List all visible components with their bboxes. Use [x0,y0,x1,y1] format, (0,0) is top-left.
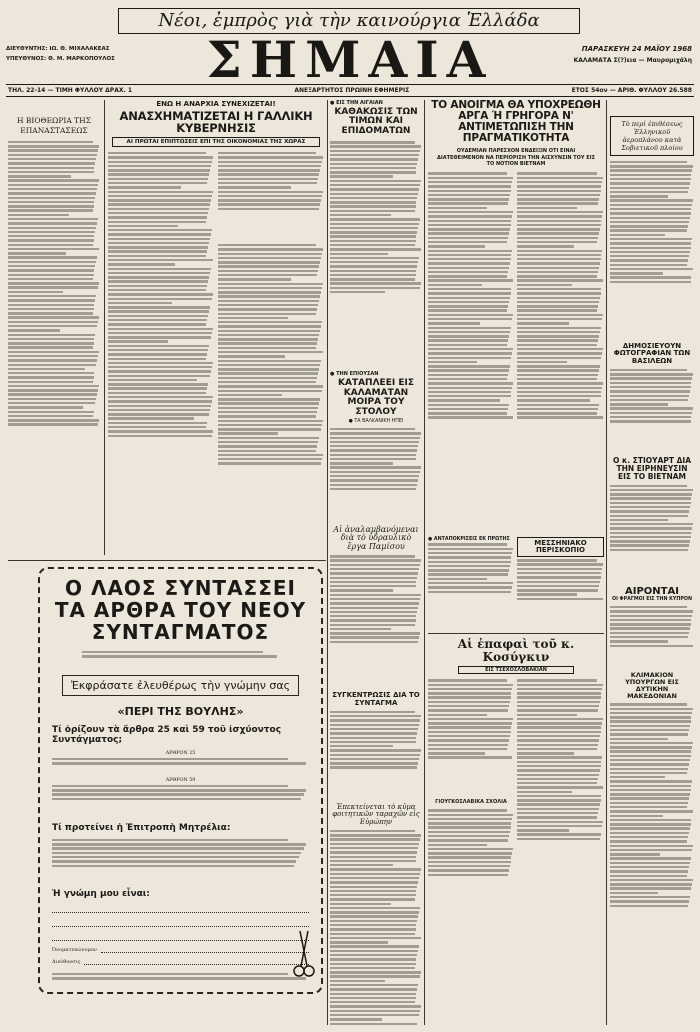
article-body [428,807,514,907]
article-body [610,483,694,583]
issue-place: ΚΑΛΑΜΑΤΑ Σ(?)εια — Μαυρομιχάλη [573,57,692,64]
masthead-dateline [540,44,692,66]
macedonia-heading: ΚΛΙΜΑΚΙΟΝ ΥΠΟΥΡΓΩΝ ΕΙΣ ΔΥΤΙΚΗΝ ΜΑΚΕΔΟΝΙΑΝ [625,671,679,700]
article-body [218,242,324,560]
proposal-text [52,837,309,881]
constitution-heading: ΣΥΓΚΕΝΤΡΩΣΙΣ ΔΙΑ ΤΟ ΣΥΝΤΑΓΜΑ [332,691,420,707]
right-column [610,116,694,1016]
name-field[interactable] [101,952,309,953]
article-body [108,150,214,560]
article-body [428,677,514,797]
column-one [8,116,100,556]
article-body [330,426,422,522]
cyprus-heading: ΑΙΡΟΝΤΑΙ [625,585,679,597]
yugoslav-sub: ΓΙΟΥΓΚΟΣΛΑΒΙΚΑ ΣΧΟΛΙΑ [435,799,507,806]
article-body [330,828,422,1025]
address-label: Διεύθυνσις [52,959,81,965]
france-subhead: ΑΙ ΠΡΩΤΑΙ ΕΠΙΠΤΩΣΕΙΣ ΕΠΙ ΤΗΣ ΟΙΚΟΝΟΜΙΑΣ ΤΗΣ ΧΩΡΑΣ [112,137,320,147]
masthead-slogan: Νέοι, ἐμπρὸς γιὰ τὴν καινούργια Ἑλλάδα [118,8,580,34]
ad-question: Τί ὁρίζουν τὰ ἄρθρα 25 καὶ 59 τοῦ ἰσχύοντος Συντάγματος; [52,725,282,745]
article-body [218,150,324,242]
messinian-kicker: ● ΑΝΤΑΠΟΚΡΙΣΕΙΣ ΕΚ ΠΡΩΤΗΣ [428,536,510,542]
article-body [517,171,604,533]
fleet-sub: ● ΤΑ ΒΑΛΚΑΝΙΚΗ ΗΠΕΙ [348,419,404,425]
article-body [330,139,422,367]
ad-section: «ΠΕΡΙ ΤΗΣ ΒΟΥΛΗΣ» [117,705,244,718]
name-label: Ὀνοματεπώνυμον [52,947,97,953]
column-rule [327,100,328,1025]
stewart-heading: Ο κ. ΣΤΙΟΥΑΡΤ ΔΙΑ ΤΗΝ ΕΙΡΗΝΕΥΣΙΝ ΕΙΣ ΤΟ ΒΙΕΤΝΑΜ [612,456,692,481]
center-headline: ΤΟ ΑΝΟΙΓΜΑ ΘΑ ΥΠΟΧΡΕΩΘΗ ΑΡΓΑ Ή ΓΡΗΓΟΡΑ Ν' ΑΝΤΙΜΕΤΩΠΙΣΗ ΤΗΝ ΠΡΑΓΜΑΤΙΚΟΤΗΤΑ [431,100,601,145]
issue-date: ΠΑΡΑΣΚΕΥΗ 24 ΜΑΪΟΥ 1968 [581,45,692,53]
kosygin-sub: ΕΙΣ ΤΣΕΧΟΣΛΟΒΑΚΙΑΝ [458,666,574,674]
scissors-icon [293,929,315,983]
opinion-line[interactable] [52,930,309,941]
info-bar [6,84,694,97]
column-rule [606,100,607,1025]
masthead-staff [6,44,176,64]
opinion-line[interactable] [52,902,309,913]
article-body [517,557,604,625]
column-rule [104,100,105,555]
article-body [428,171,514,533]
article-59-label: ΑΡΘΡΟΝ 59 [165,778,196,783]
article-body [610,604,694,668]
article-body [330,553,422,689]
fleet-kicker: ● ΤΗΝ ΕΠΙΟΥΣΑΝ [330,371,379,378]
messinian-heading: ΜΕΣΣΗΝΙΑΚΟ ΠΕΡΙΣΚΟΠΙΟ [517,537,604,558]
ad-intro [82,649,279,667]
ad-express: Ἐκφράσατε ἐλευθέρως τὴν γνώμην σας [62,675,299,696]
article-59-text [52,783,309,813]
section-rule [8,560,326,561]
newspaper-title: ΣΗΜΑΙΑ [206,30,494,89]
ad-proposal: Τί προτείνει ἡ Ἐπιτροπὴ Μητρέλια: [52,823,231,833]
ad-headline: Ο ΛΑΟΣ ΣΥΝΤΑΣΣΕΙ ΤΑ ΑΡΘΡΑ ΤΟΥ ΝΕΟΥ ΣΥΝΤΑΓΜΑΤΟΣ [54,576,307,644]
article-body [610,159,694,339]
kosygin-heading: Αἱ ἐπαφαὶ τοῦ κ. Κοσύγκιν [428,633,604,663]
address-field[interactable] [84,964,309,965]
director-line: ΔΙΕΥΘΥΝΤΗΣ: ΙΩ. Θ. ΜΙΧΑΛΑΚΕΑΣ [6,46,110,52]
article-body [428,542,514,622]
works-heading: Αἱ ἀναλαμβανόμεναι διὰ τὸ ὑδραυλικὸ ἔργα Παμίσου [333,525,419,551]
aegean-heading: ΚΑΘΑΚΩΣΙΣ ΤΩΝ ΤΙΜΩΝ ΚΑΙ ΕΠΙΔΟΜΑΤΩΝ [334,107,418,136]
ad-footer-text [52,971,309,985]
aegean-kicker: ● ΕΙΣ ΤΗΝ ΑΙΓΑΙΑΝ [330,100,383,106]
column-rule [424,100,425,1025]
article-25-label: ΑΡΘΡΟΝ 25 [165,751,196,756]
royal-photos-heading: ΔΗΜΟΣΙΕΥΟΥΝ ΦΩΤΟΓΡΑΦΙΑΝ ΤΩΝ ΒΑΣΙΛΕΩΝ [613,342,691,365]
article-body [8,139,100,556]
article-body [610,367,694,453]
students-heading: Ἐπεκτείνεται τὸ κῦμα φοιτητικῶν ταραχῶν εἰς Εὐρώπην [332,802,420,826]
ad-opinion: Ἡ γνώμη μου εἶναι: [52,889,150,899]
column-one-heading: Η ΒΙΟΘΕΩΡΙΑ ΤΗΣ ΕΠΑΝΑΣΤΑΣΕΩΣ [16,116,92,135]
cyprus-sub: ΟΙ ΦΡΑΓΜΟΙ ΕΙΣ ΤΗΝ ΚΥΠΡΟΝ [612,597,692,603]
article-body [517,677,604,913]
france-kicker: ΕΝΩ Η ΑΝΑΡΧΙΑ ΣΥΝΕΧΙΖΕΤΑΙ! [156,100,276,108]
center-subhead: ΟΥΔΕΜΙΑΝ ΠΑΡΕΣΧΟΝ ΕΝΔΕΙΞΙΝ ΟΤΙ ΕΙΝΑΙ ΔΙΑΤΕΘΕΙΜΕΝΟΝ ΝΑ ΠΕΡΙΟΡΙΣΗ ΤΗΝ ΑΙΣΧΥΝΣΙΝ ΤΟΥ ΕΙΣ ΤΟ ΝΟΤΙΟΝ ΒΙΕΤΝΑΜ [437,148,595,168]
opinion-line[interactable] [52,916,309,927]
article-body [610,701,694,1001]
france-story [108,100,324,560]
center-column [428,100,604,1025]
info-independent: ΑΝΕΞΑΡΤΗΤΟΣ ΠΡΩΙΝΗ ΕΦΗΜΕΡΙΣ [294,87,410,94]
responsible-line: ΥΠΕΥΘΥΝΟΣ: Θ. Μ. ΜΑΡΚΟΠΟΥΛΟΣ [6,56,115,62]
greek-plane-box: Τὸ περὶ ἐπιθέσεως Ἑλληνικοῦ ἀεροπλάνου κατὰ Σοβιετικοῦ πλοίου [610,116,694,156]
info-year: ΕΤΟΣ 54ον — ΑΡΙΘ. ΦΥΛΛΟΥ 26.588 [571,87,692,94]
fleet-heading: ΚΑΤΑΠΛΕΕΙ ΕΙΣ ΚΑΛΑΜΑΤΑΝ ΜΟΙΡΑ ΤΟΥ ΣΤΟΛΟΥ [338,378,414,417]
article-25-text [52,756,309,774]
france-headline: ΑΝΑΣΧΗΜΑΤΙΖΕΤΑΙ Η ΓΑΛΛΙΚΗ ΚΥΒΕΡΝΗΣΙΣ [119,109,313,136]
aegean-column [330,100,422,1025]
info-price: ΤΗΛ. 22-14 — ΤΙΜΗ ΦΥΛΛΟΥ ΔΡΑΧ. 1 [8,87,133,94]
constitution-ad [38,567,323,994]
article-body [330,709,422,801]
